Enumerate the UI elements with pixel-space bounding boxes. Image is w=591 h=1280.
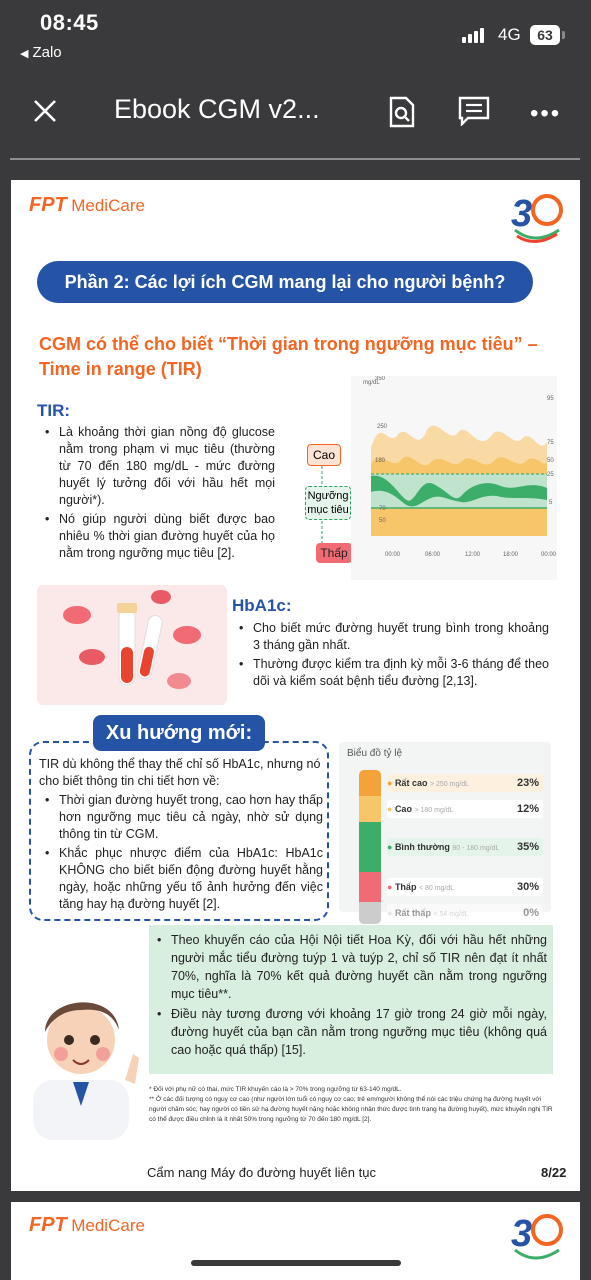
back-to-app-link[interactable] xyxy=(20,44,62,61)
list-item: • Thời gian đường huyết trong, cao hơn hay thấp hơn ngưỡng mục tiêu cả ngày, nhờ sử dụng thông tin từ CGM. xyxy=(43,792,323,843)
brand-medicare: MediCare xyxy=(71,196,145,215)
back-triangle-icon: ◀ xyxy=(20,48,29,60)
brand-logo xyxy=(29,194,145,217)
y-tick-right: 50 xyxy=(547,458,554,464)
doctor-illustration-icon xyxy=(15,970,149,1140)
ratio-chart xyxy=(339,742,551,919)
y-unit-label: mg/dL xyxy=(363,380,380,386)
low-tag: Thấp xyxy=(316,543,352,563)
x-tick: 12:00 xyxy=(465,552,481,558)
ratio-segment xyxy=(359,902,381,924)
ratio-range: < 80 mg/dL xyxy=(418,885,455,892)
document-page xyxy=(11,180,580,1191)
list-item: • Là khoảng thời gian nồng độ glucose nằm trong phạm vi mục tiêu (thường từ 70 đến 180 mg/dL - mức đường huyết lý tưởng đối với hầu hết mọi người*). xyxy=(43,424,275,509)
y-tick-left: 250 xyxy=(377,424,388,430)
ratio-segment xyxy=(359,872,381,902)
ratio-label: Thấp xyxy=(394,882,419,892)
ratio-row xyxy=(387,838,543,856)
ratio-row xyxy=(387,878,543,896)
ratio-range: < 54 mg/dL xyxy=(433,911,469,918)
y-tick-right: 95 xyxy=(547,396,554,402)
list-item: • Thường được kiểm tra định kỳ mỗi 3-6 tháng để theo dõi và kiểm soát bệnh tiểu đường [2,13]. xyxy=(237,656,549,690)
more-icon[interactable]: ••• xyxy=(530,100,562,127)
x-tick: 00:00 xyxy=(541,552,557,558)
target-tag-line2: mục tiêu xyxy=(307,504,349,516)
brand-fpt: FPT xyxy=(29,194,67,216)
blood-cells-illustration xyxy=(37,585,227,705)
list-item: • Theo khuyến cáo của Hội Nội tiết Hoa Kỳ, đối với hầu hết những người mắc tiểu đường tuýp 1 và tuýp 2, chỉ số TIR nên đạt ít nhất 70%, nghĩa là 70% kết quả đường huyết cần nằm trong ngưỡng mục tiêu**. xyxy=(155,931,547,1003)
ratio-dot-icon: ● xyxy=(387,842,395,852)
hba1c-bullet-list xyxy=(237,620,549,692)
section-banner: Phần 2: Các lợi ích CGM mang lại cho người bệnh? xyxy=(37,261,533,303)
ratio-dot-icon: ● xyxy=(387,778,395,788)
target-range-tag xyxy=(305,486,351,520)
list-item: • Điều này tương đương với khoảng 17 giờ trong 24 giờ mỗi ngày, đường huyết của bạn cần nằm trong ngưỡng mục tiêu (không quá cao hoặc quá thấp) [15]. xyxy=(155,1005,547,1059)
previous-page-edge xyxy=(10,158,580,160)
ratio-label: Bình thường xyxy=(394,842,453,852)
battery-tip xyxy=(562,31,565,39)
ratio-range: > 180 mg/dL xyxy=(414,807,454,814)
brand-medicare: MediCare xyxy=(71,1216,145,1235)
viewer-toolbar xyxy=(0,70,591,158)
recommendation-box xyxy=(149,925,553,1074)
y-tick-right: 5 xyxy=(549,500,553,506)
ratio-chart-title: Biểu đồ tỷ lệ xyxy=(347,748,403,759)
recommendation-bullet-list xyxy=(155,931,547,1061)
ratio-percent: 35% xyxy=(516,841,539,853)
footnote-1: * Đối với phụ nữ có thai, mức TIR khuyến cáo là > 70% trong ngưỡng từ 63-140 mg/dL. xyxy=(149,1086,402,1093)
tir-glucose-chart xyxy=(351,376,557,580)
section-heading: CGM có thể cho biết “Thời gian trong ngưỡng mục tiêu” – Time in range (TIR) xyxy=(39,334,538,379)
ratio-segment xyxy=(359,822,381,872)
x-tick: 06:00 xyxy=(425,552,441,558)
svg-text:3: 3 xyxy=(511,193,533,235)
ratio-row xyxy=(387,774,543,792)
ratio-label: Rất thấp xyxy=(394,908,434,918)
hba1c-label: HbA1c: xyxy=(232,596,292,615)
document-search-icon[interactable] xyxy=(388,96,416,128)
blood-tube-icon xyxy=(37,585,227,705)
brand-fpt: FPT xyxy=(29,1214,67,1236)
ratio-segment xyxy=(359,796,381,822)
network-type: 4G xyxy=(498,25,521,44)
tir-label: TIR: xyxy=(37,401,71,420)
back-app-label: Zalo xyxy=(32,44,62,61)
page-number: 8/22 xyxy=(541,1165,567,1180)
brand-logo xyxy=(29,1214,145,1237)
ratio-row xyxy=(387,800,543,818)
anniversary-30-logo-icon xyxy=(507,184,565,248)
document-title: Ebook CGM v2... xyxy=(114,94,320,124)
anniversary-30-logo-icon xyxy=(507,1204,565,1268)
ratio-row xyxy=(387,904,543,922)
home-indicator[interactable] xyxy=(191,1260,401,1266)
x-tick: 18:00 xyxy=(503,552,519,558)
y-tick-left: 180 xyxy=(375,458,386,464)
footnotes xyxy=(149,1085,553,1125)
ratio-percent: 0% xyxy=(523,907,539,919)
ratio-label: Cao xyxy=(394,804,415,814)
comment-icon[interactable] xyxy=(458,96,490,126)
ratio-percent: 12% xyxy=(516,803,539,815)
list-item: • Khắc phục nhược điểm của HbA1c: HbA1c KHÔNG cho biết biến động đường huyết hằng ngày, hoặc những yếu tố ảnh hưởng đến việc tăng hay hạ đường huyết [2]. xyxy=(43,845,323,913)
ratio-dot-icon: ● xyxy=(387,908,395,918)
ratio-label: Rất cao xyxy=(394,778,430,788)
svg-text:3: 3 xyxy=(511,1213,533,1255)
tir-bullet-list xyxy=(43,424,275,564)
y-tick-right: 75 xyxy=(547,440,554,446)
next-document-page xyxy=(11,1202,580,1280)
high-tag: Cao xyxy=(307,444,341,466)
ratio-percent: 30% xyxy=(516,881,539,893)
list-item: • Cho biết mức đường huyết trung bình trong khoảng 3 tháng gần nhất. xyxy=(237,620,549,654)
footnote-2: ** Ở các đối tượng có nguy cơ cao (như người lớn tuổi có nguy cơ cao; trẻ em/người không thể nói các triệu chứng hạ đường huyết với người chăm sóc; hay người có tiền sử hạ đường huyết nặng hoặc không nhận thức được tình trạng hạ đường huyết), mức khuyến nghị TIR có thể được điều chỉnh là ít nhất 50% trong ngưỡng từ 70 đến 180 mg/dL [2]. xyxy=(149,1096,553,1123)
ratio-dot-icon: ● xyxy=(387,882,395,892)
battery-icon: 63 xyxy=(530,25,560,45)
y-tick-left: 50 xyxy=(379,518,386,524)
ratio-range: > 250 mg/dL xyxy=(429,781,470,788)
target-tag-line1: Ngưỡng xyxy=(307,490,349,502)
status-bar xyxy=(0,0,591,70)
close-icon[interactable] xyxy=(32,98,58,124)
footer-title: Cẩm nang Máy đo đường huyết liên tục xyxy=(147,1165,376,1180)
y-tick-left: 350 xyxy=(375,376,386,382)
ratio-segment xyxy=(359,770,381,796)
y-tick-left: 70 xyxy=(379,506,386,512)
clock: 08:45 xyxy=(40,10,99,35)
trend-title: Xu hướng mới: xyxy=(93,715,265,751)
y-tick-right: 25 xyxy=(547,472,554,478)
x-tick: 00:00 xyxy=(385,552,401,558)
ratio-range: 80 - 180 mg/dL xyxy=(452,845,500,852)
list-item: • Nó giúp người dùng biết được bao nhiêu % thời gian đường huyết của họ nằm trong ngưỡng mục tiêu [2]. xyxy=(43,511,275,562)
ratio-dot-icon: ● xyxy=(387,804,395,814)
signal-icon xyxy=(462,28,484,43)
ratio-percent: 23% xyxy=(516,777,539,789)
trend-bullet-list xyxy=(43,792,323,915)
trend-intro: TIR dù không thể thay thế chỉ số HbA1c, nhưng nó cho biết thông tin chi tiết hơn về: xyxy=(39,757,321,788)
